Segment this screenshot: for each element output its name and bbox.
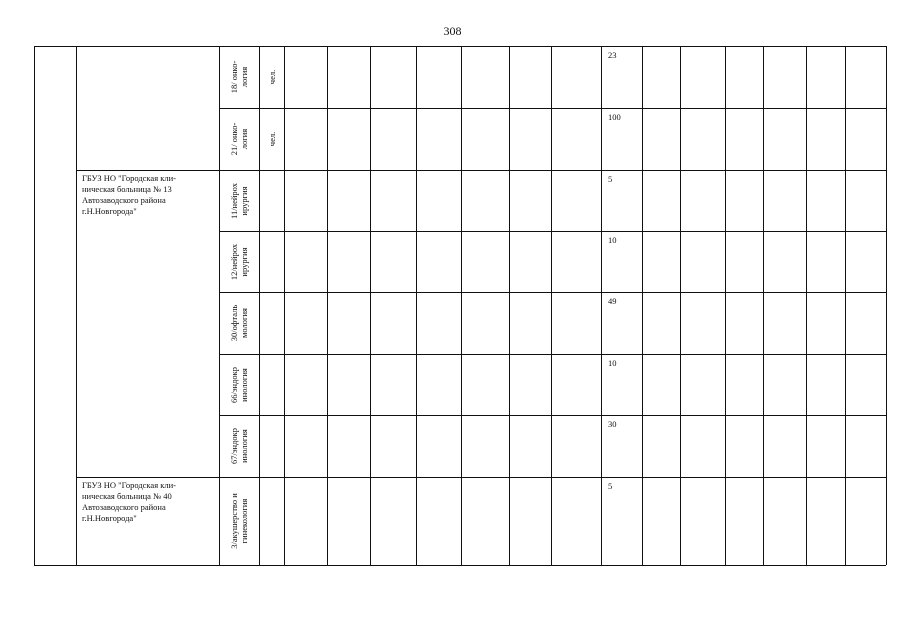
value-cell: 23: [608, 50, 617, 60]
unit-cell: [259, 477, 284, 565]
profile-label: 3/акушерство и гинекология: [229, 493, 249, 549]
value-cell: 100: [608, 112, 621, 122]
profile-cell: [219, 477, 259, 565]
profile-cell: [219, 231, 259, 292]
value-cell: 5: [608, 174, 613, 184]
profile-label: 11/нейрох ирургия: [229, 182, 249, 219]
profile-label: 12/нейрох ирургия: [229, 243, 249, 280]
value-cell: 30: [608, 419, 617, 429]
value-cell: 5: [608, 481, 613, 491]
unit-cell: [259, 354, 284, 415]
profile-label: 21/ онко- логия: [229, 122, 249, 156]
profile-cell: [219, 354, 259, 415]
unit-label: чел.: [266, 69, 277, 85]
unit-cell: [259, 108, 284, 170]
value-cell: 10: [608, 235, 617, 245]
unit-cell: [259, 231, 284, 292]
value-cell: 10: [608, 358, 617, 368]
profile-cell: [219, 170, 259, 231]
unit-cell: [259, 415, 284, 477]
organization-cell: ГБУЗ НО "Городская кли- ническая больница № 40 Автозаводского района г.Н.Новгорода": [82, 480, 176, 523]
organization-cell: [76, 46, 219, 170]
unit-cell: [259, 46, 284, 108]
profile-label: 67/эндокр инология: [229, 427, 249, 465]
profile-cell: [219, 415, 259, 477]
organization-cell: ГБУЗ НО "Городская кли- ническая больница № 13 Автозаводского района г.Н.Новгорода": [82, 173, 176, 216]
profile-label: 30/офталь мология: [229, 304, 249, 342]
unit-cell: [259, 292, 284, 354]
profile-cell: [219, 292, 259, 354]
unit-cell: [259, 170, 284, 231]
page-number: 308: [443, 24, 462, 38]
unit-label: чел.: [266, 131, 277, 147]
profile-cell: [219, 46, 259, 108]
profile-cell: [219, 108, 259, 170]
value-cell: 49: [608, 296, 617, 306]
profile-label: 66/эндокр инология: [229, 366, 249, 403]
profile-label: 18/ онко- логия: [229, 60, 249, 94]
